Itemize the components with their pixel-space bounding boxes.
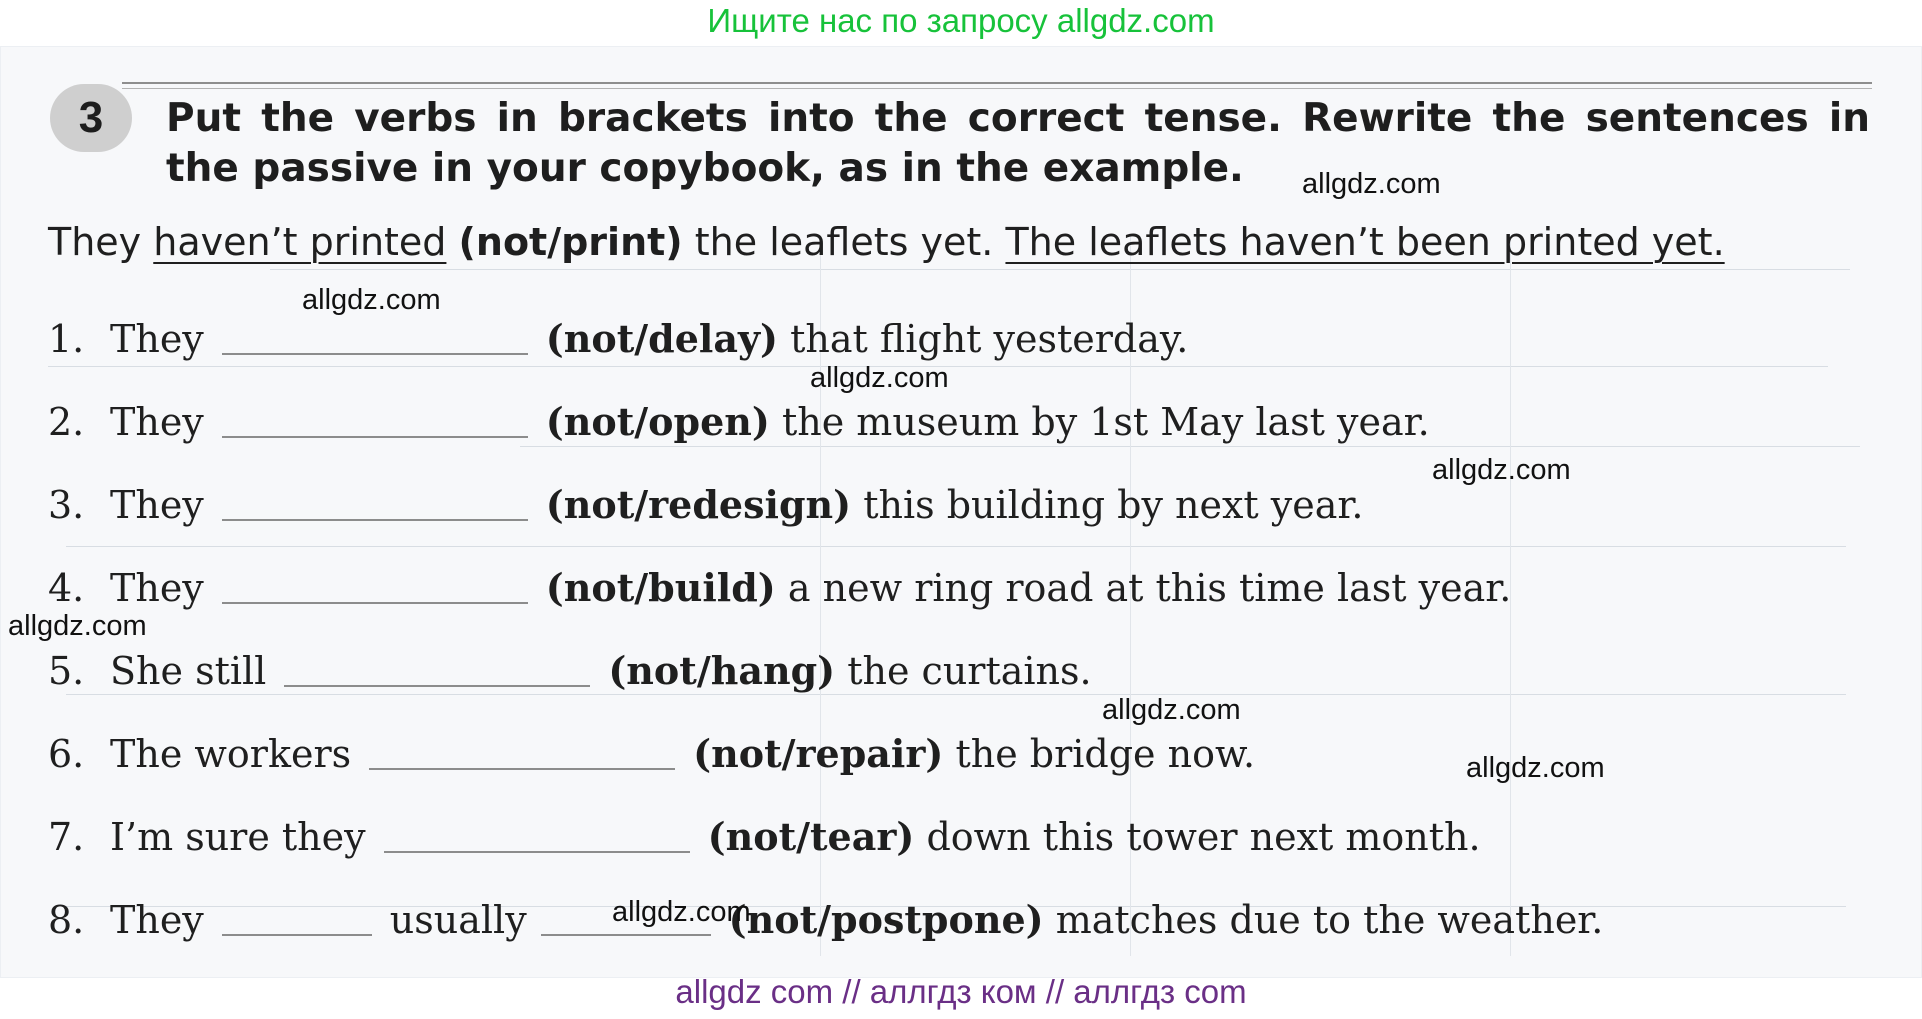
item-end: the curtains. [847, 649, 1092, 693]
exercise-item [48, 479, 1878, 562]
item-number: 1. [48, 317, 85, 361]
verb-hint: (not/hang) [608, 648, 836, 693]
example-subject: They [48, 220, 142, 264]
exercise-item-list [48, 313, 1878, 977]
bottom-banner: allgdz com // аллгдз ком // аллгдз com [675, 973, 1247, 1010]
verb-hint: (not/postpone) [728, 897, 1044, 942]
instruction-line: Put the verbs in brackets into the correct tense. Rewrite the sentences in [166, 96, 1870, 141]
exercise-item [48, 811, 1878, 894]
item-number: 6. [48, 732, 85, 776]
item-start: They [110, 483, 204, 527]
exercise-number-badge: 3 [50, 84, 132, 152]
watermark: allgdz.com [810, 362, 949, 394]
item-start: They [110, 400, 204, 444]
instruction-line: the passive in your copybook, as in the example. [166, 146, 1244, 191]
exercise-item [48, 562, 1878, 645]
verb-hint: (not/repair) [693, 731, 944, 776]
item-start: They [110, 898, 204, 942]
answer-blank [222, 906, 372, 936]
item-end: that flight yesterday. [790, 317, 1189, 361]
example-sentence [48, 218, 1878, 266]
item-end: the bridge now. [955, 732, 1256, 776]
item-end: matches due to the weather. [1055, 898, 1604, 942]
item-number: 4. [48, 566, 85, 610]
watermark: allgdz.com [302, 284, 441, 316]
item-start: I’m sure they [110, 815, 366, 859]
item-number: 2. [48, 400, 85, 444]
exercise-item [48, 396, 1878, 479]
verb-hint: (not/tear) [707, 814, 915, 859]
watermark: allgdz.com [612, 896, 751, 928]
item-end: the museum by 1st May last year. [781, 400, 1430, 444]
answer-blank [284, 657, 590, 687]
item-start: They [110, 566, 204, 610]
answer-blank [369, 740, 675, 770]
verb-hint: (not/build) [545, 565, 776, 610]
exercise-item [48, 894, 1878, 977]
item-end: a new ring road at this time last year. [787, 566, 1512, 610]
verb-hint: (not/redesign) [545, 482, 852, 527]
answer-blank [222, 325, 528, 355]
item-start: The workers [110, 732, 352, 776]
answer-blank [222, 574, 528, 604]
watermark: allgdz.com [1432, 454, 1571, 486]
item-number: 3. [48, 483, 85, 527]
item-end: this building by next year. [863, 483, 1364, 527]
item-end: down this tower next month. [926, 815, 1481, 859]
watermark: allgdz.com [1466, 752, 1605, 784]
item-number: 8. [48, 898, 85, 942]
header-rule [122, 82, 1872, 84]
exercise-item [48, 313, 1878, 396]
exercise-instruction [166, 94, 1870, 194]
answer-blank [384, 823, 690, 853]
item-start: She still [110, 649, 267, 693]
item-start: They [110, 317, 204, 361]
exercise-item [48, 645, 1878, 728]
watermark: allgdz.com [1302, 168, 1441, 200]
answer-blank [222, 408, 528, 438]
example-rest: the leaflets yet. [694, 220, 994, 264]
example-verb-form: haven’t printed [153, 220, 447, 264]
header-rule [122, 88, 1872, 89]
answer-blank [222, 491, 528, 521]
item-number: 5. [48, 649, 85, 693]
example-passive-answer: The leaflets haven’t been printed yet. [1005, 220, 1725, 264]
example-verb-hint: (not/print) [458, 220, 683, 264]
show-through-line [270, 269, 1850, 270]
verb-hint: (not/open) [545, 399, 770, 444]
watermark: allgdz.com [1102, 694, 1241, 726]
item-middle: usually [389, 898, 527, 942]
verb-hint: (not/delay) [545, 316, 779, 361]
watermark: allgdz.com [8, 610, 147, 642]
top-banner: Ищите нас по запросу allgdz.com [707, 2, 1215, 39]
item-number: 7. [48, 815, 85, 859]
